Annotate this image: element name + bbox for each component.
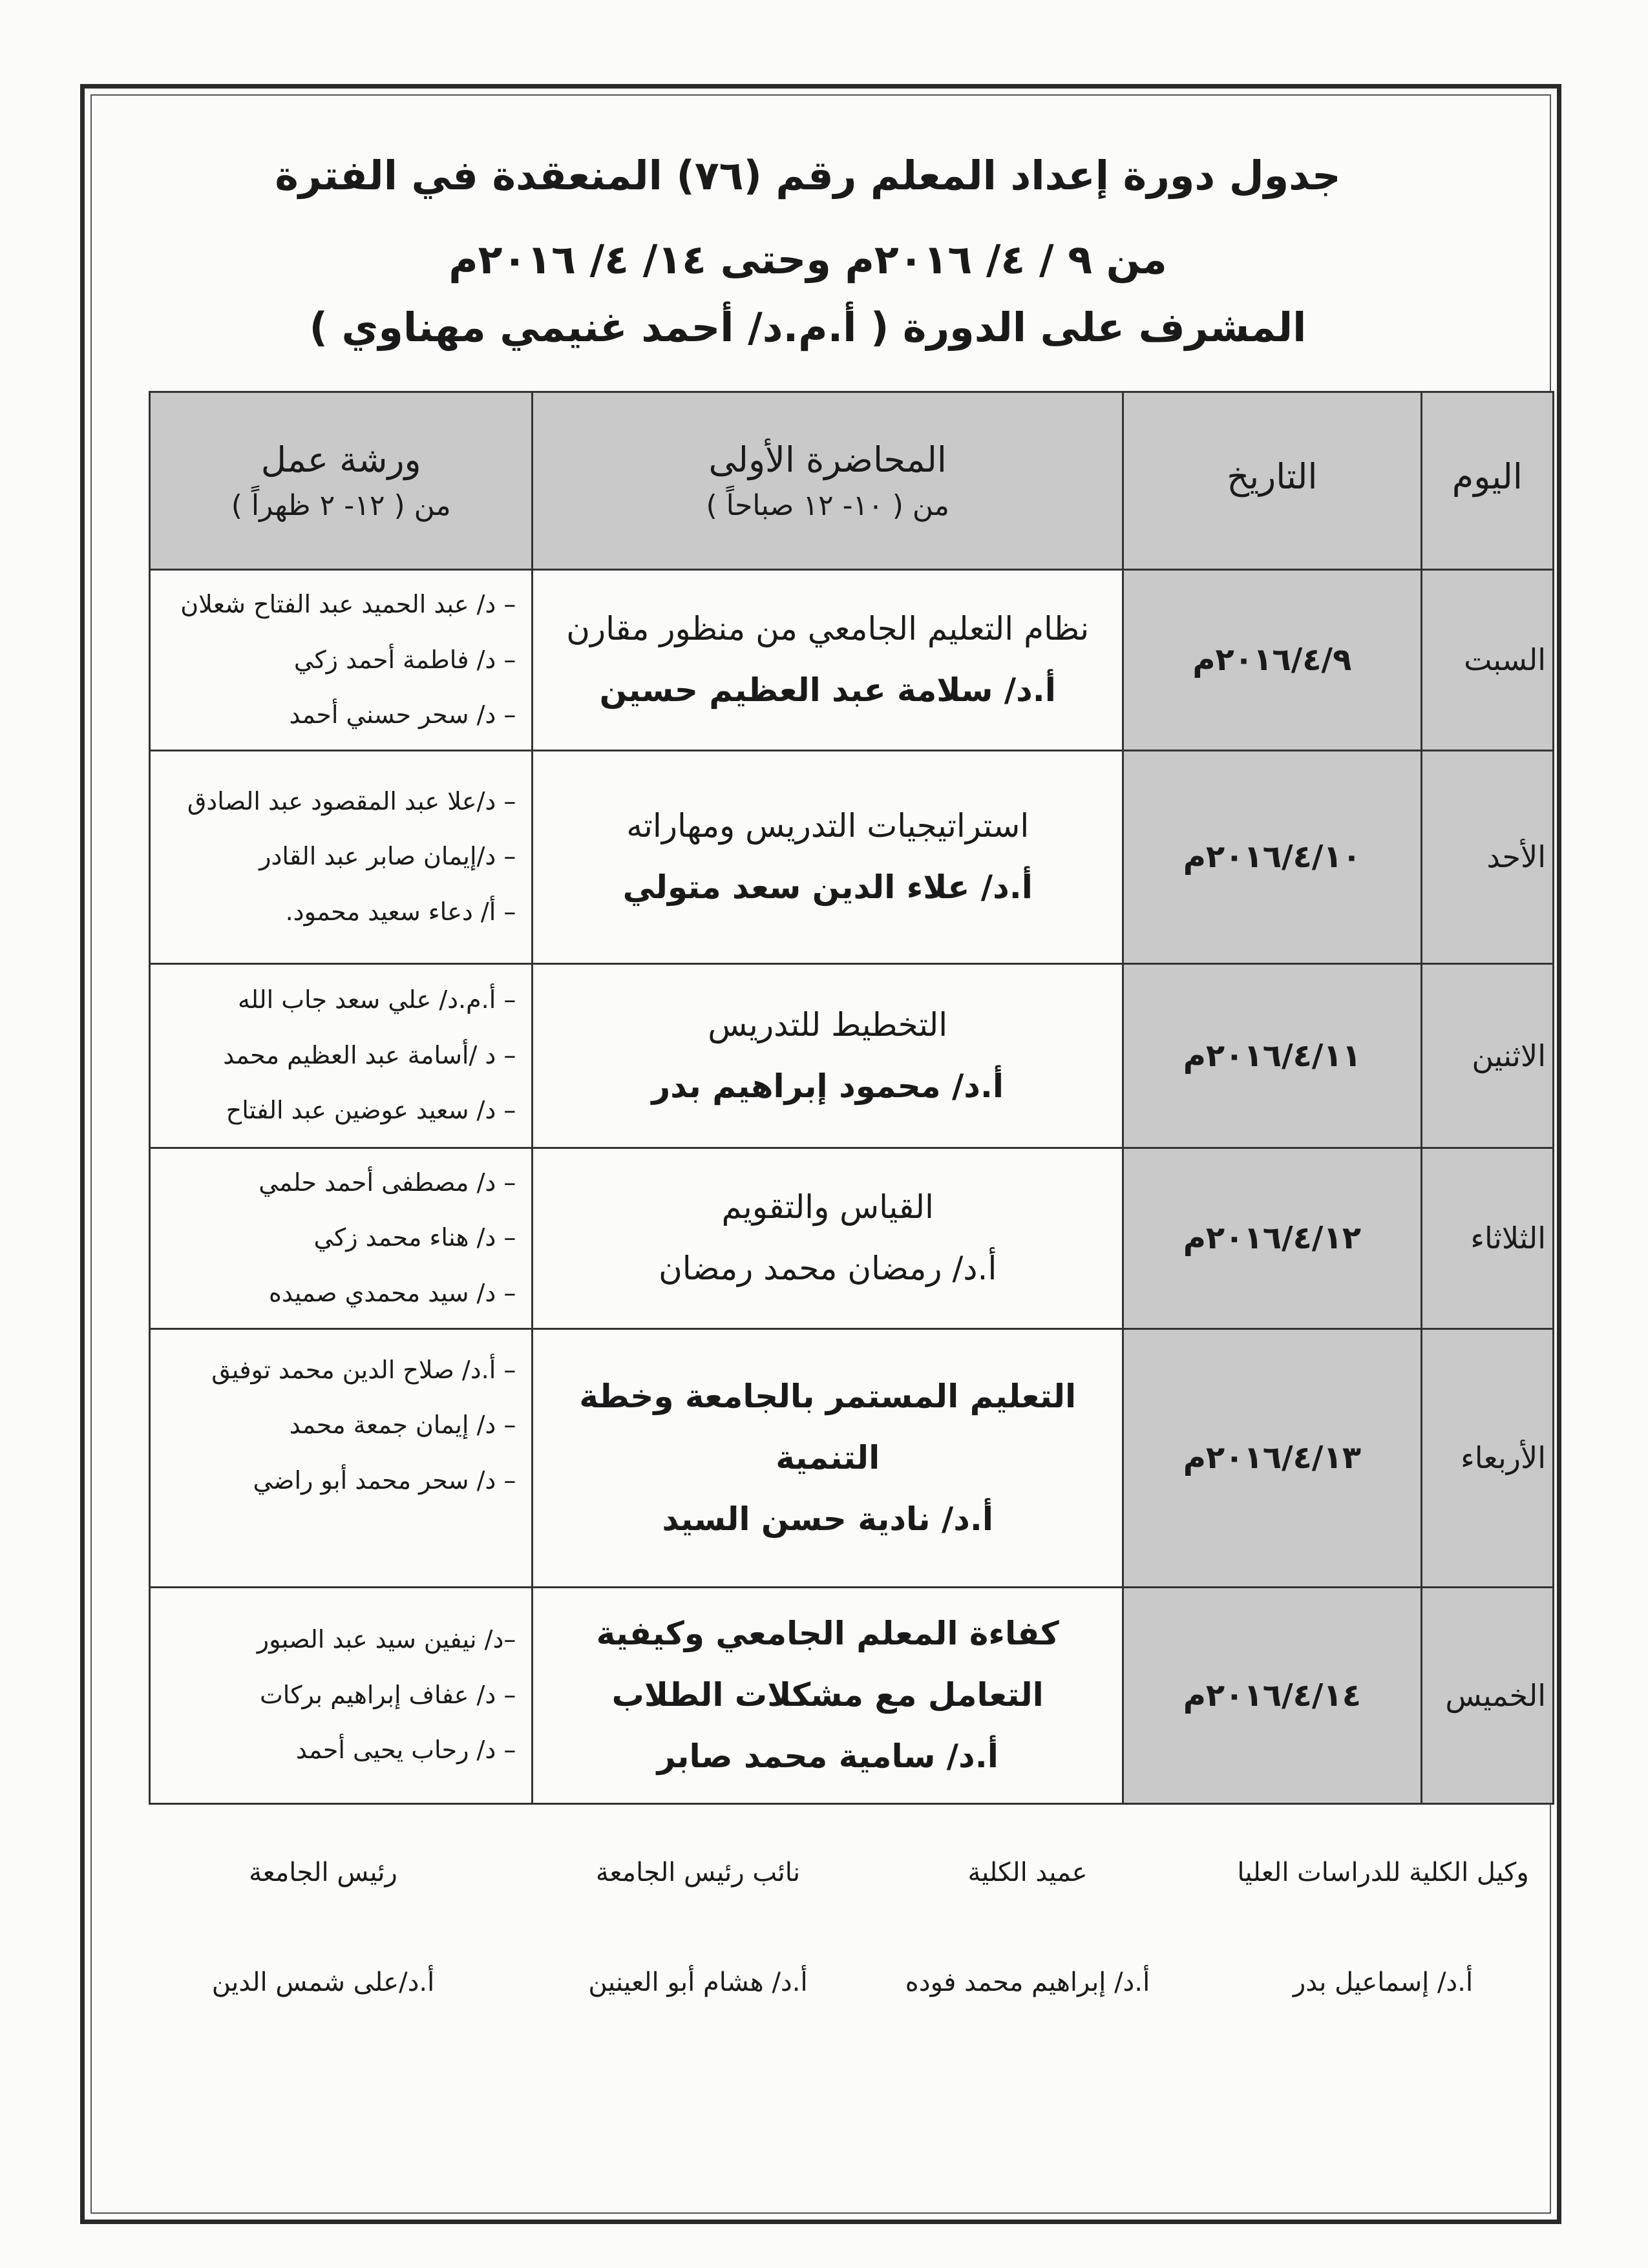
row-lecture	[533, 1587, 1123, 1803]
table-row	[150, 963, 1554, 1148]
row-lecture	[533, 1328, 1123, 1587]
row-workshop	[150, 1587, 533, 1803]
workshop-member: – د/ عبد الحميد عبد الفتاح شعلان	[180, 590, 516, 618]
row-date: ٢٠١٦/٤/١٢م	[1123, 1148, 1422, 1328]
workshop-member: – أ.د/ صلاح الدين محمد توفيق	[211, 1355, 516, 1384]
lecture-title: التعليم المستمر بالجامعة وخطة التنمية	[579, 1377, 1077, 1476]
row-workshop	[150, 570, 533, 751]
workshop-member: – د/ سحر محمد أبو راضي	[253, 1465, 516, 1495]
row-workshop	[150, 963, 533, 1148]
table-row	[150, 1328, 1554, 1587]
workshop-member: – د/ إيمان جمعة محمد	[289, 1411, 516, 1439]
workshop-member: – أ.م.د/ علي سعد جاب الله	[238, 985, 516, 1014]
workshop-member: – د/ سعيد عوضين عبد الفتاح	[226, 1096, 516, 1125]
workshop-member: – د/ مصطفى أحمد حلمي	[259, 1168, 516, 1197]
row-lecture	[533, 750, 1123, 963]
signature-title-president: رئيس الجامعة	[249, 1858, 397, 1887]
row-lecture	[533, 1148, 1123, 1328]
table-header-row	[150, 392, 1554, 570]
schedule-table	[149, 391, 1554, 1805]
lecture-title: التخطيط للتدريس	[708, 1005, 948, 1044]
document-title: جدول دورة إعداد المعلم رقم (٧٦) المنعقدة في الفترة	[275, 152, 1341, 199]
workshop-member: –د/ نيفين سيد عبد الصبور	[257, 1625, 516, 1654]
signature-name-president: أ.د/على شمس الدين	[211, 1968, 435, 1997]
document-period: من ٩ / ٤/ ٢٠١٦م وحتى ١٤/ ٤/ ٢٠١٦م	[449, 236, 1167, 283]
workshop-member: – د/ سحر حسني أحمد	[289, 700, 516, 729]
row-date: ٢٠١٦/٤/٩م	[1123, 570, 1422, 751]
signature-name-dean: أ.د/ إبراهيم محمد فوده	[905, 1968, 1150, 1997]
header-lecture: المحاضرة الأولى من ( ١٠- ١٢ صباحاً )	[533, 392, 1123, 570]
row-day: الثلاثاء	[1421, 1148, 1553, 1328]
row-day: الأربعاء	[1421, 1328, 1553, 1587]
header-day: اليوم	[1421, 392, 1553, 570]
workshop-member: – د /أسامة عبد العظيم محمد	[223, 1040, 516, 1069]
row-day: السبت	[1421, 570, 1553, 751]
signature-name-vice-dean: أ.د/ إسماعيل بدر	[1293, 1968, 1474, 1997]
header-date: التاريخ	[1123, 392, 1422, 570]
row-date: ٢٠١٦/٤/١١م	[1123, 963, 1422, 1148]
row-day: الخميس	[1421, 1587, 1553, 1803]
table-row	[150, 1148, 1554, 1328]
course-supervisor: المشرف على الدورة ( أ.م.د/ أحمد غنيمي مهناوي )	[309, 304, 1307, 351]
workshop-member: – د/ عفاف إبراهيم بركات	[260, 1680, 516, 1709]
row-lecture	[533, 963, 1123, 1148]
workshop-member: – د/ هناء محمد زكي	[313, 1223, 516, 1252]
table-row	[150, 750, 1554, 963]
lecture-title: كفاءة المعلم الجامعي وكيفية التعامل مع مشكلات الطلاب	[596, 1615, 1059, 1714]
lecture-professor: أ.د/ محمود إبراهيم بدر	[651, 1067, 1004, 1105]
lecture-professor: أ.د/ سلامة عبد العظيم حسين	[599, 671, 1056, 709]
signature-title-vice-dean: وكيل الكلية للدراسات العليا	[1237, 1858, 1529, 1887]
lecture-title: القياس والتقويم	[721, 1188, 934, 1226]
row-date: ٢٠١٦/٤/١٣م	[1123, 1328, 1422, 1587]
signature-title-vice-president: نائب رئيس الجامعة	[595, 1858, 801, 1887]
table-row	[150, 570, 1554, 751]
workshop-member: – أ/ دعاء سعيد محمود.	[285, 897, 516, 926]
row-day: الأحد	[1421, 750, 1553, 963]
table-row	[150, 1587, 1554, 1803]
row-workshop	[150, 1148, 533, 1328]
workshop-member: – د/ سيد محمدي صميده	[268, 1278, 516, 1307]
workshop-member: – د/علا عبد المقصود عبد الصادق	[187, 786, 516, 815]
workshop-member: – د/إيمان صابر عبد القادر	[259, 842, 516, 871]
signature-name-vice-president: أ.د/ هشام أبو العينين	[588, 1968, 808, 1997]
row-lecture	[533, 570, 1123, 751]
row-date: ٢٠١٦/٤/١٠م	[1123, 750, 1422, 963]
signature-title-dean: عميد الكلية	[967, 1858, 1088, 1887]
row-workshop	[150, 750, 533, 963]
workshop-member: – د/ رحاب يحيى أحمد	[295, 1736, 516, 1765]
lecture-professor: أ.د/ رمضان محمد رمضان	[659, 1250, 997, 1287]
lecture-title: نظام التعليم الجامعي من منظور مقارن	[566, 610, 1090, 648]
workshop-member: – د/ فاطمة أحمد زكي	[293, 645, 516, 674]
row-workshop	[150, 1328, 533, 1587]
row-date: ٢٠١٦/٤/١٤م	[1123, 1587, 1422, 1803]
lecture-professor: أ.د/ سامية محمد صابر	[657, 1738, 998, 1775]
lecture-title: استراتيجيات التدريس ومهاراته	[626, 807, 1030, 845]
row-day: الاثنين	[1421, 963, 1553, 1148]
header-workshop: ورشة عمل من ( ١٢- ٢ ظهراً )	[150, 392, 533, 570]
lecture-professor: أ.د/ علاء الدين سعد متولي	[622, 868, 1033, 906]
lecture-professor: أ.د/ نادية حسن السيد	[662, 1500, 994, 1538]
